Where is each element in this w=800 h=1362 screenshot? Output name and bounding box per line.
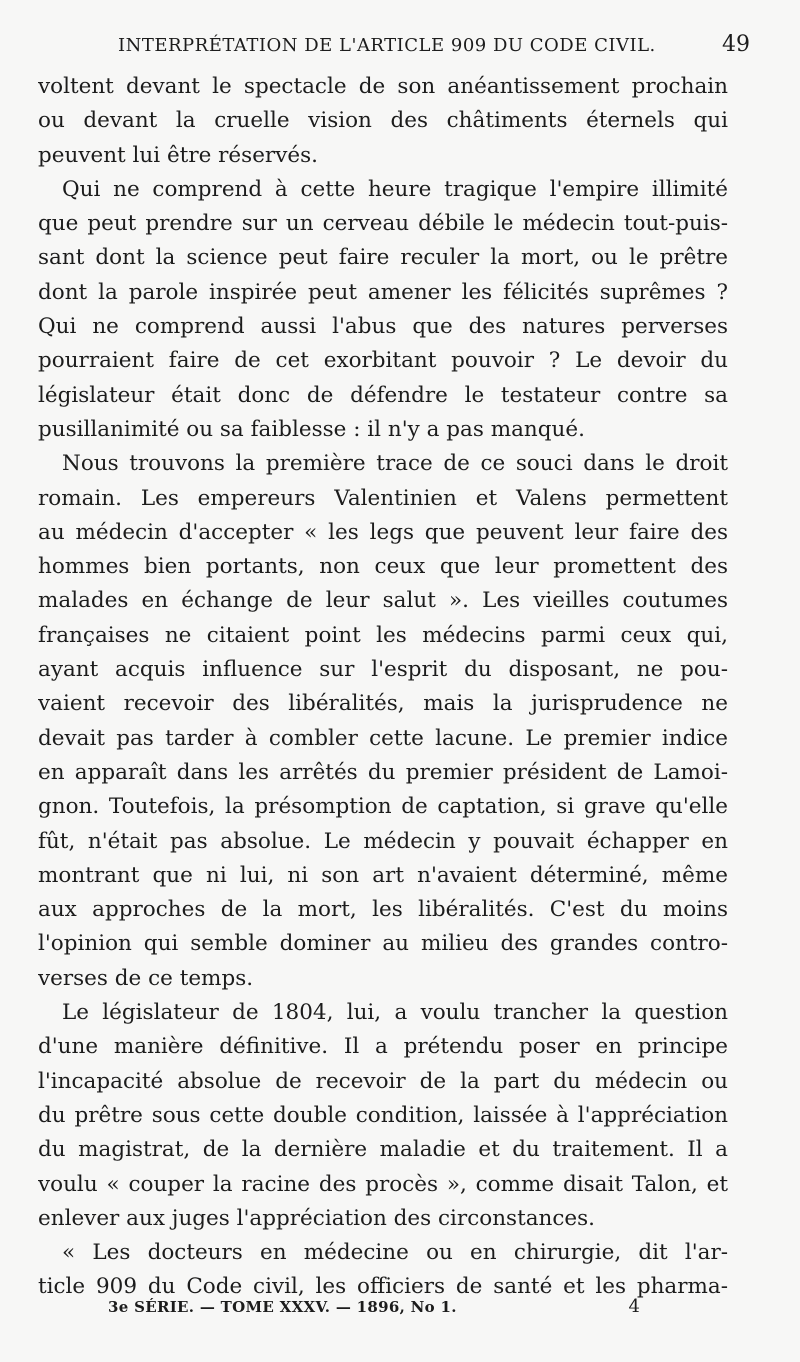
text-line: au médecin d'accepter « les legs que peuvent leur faire des — [38, 519, 728, 545]
text-line: ayant acquis influence sur l'esprit du disposant, ne pou- — [38, 657, 728, 683]
text-line: d'une manière définitive. Il a prétendu poser en principe — [38, 1034, 728, 1060]
text-line: du magistrat, de la dernière maladie et du traitement. Il a — [38, 1137, 728, 1163]
text-line: vaient recevoir des libéralités, mais la jurisprudence ne — [38, 691, 728, 717]
text-line: hommes bien portants, non ceux que leur promettent des — [38, 554, 728, 580]
text-line: dont la parole inspirée peut amener les félicités suprêmes ? — [38, 279, 728, 305]
text-line: que peut prendre sur un cerveau débile le médecin tout-puis- — [38, 211, 728, 237]
text-line: sant dont la science peut faire reculer la mort, ou le prêtre — [38, 245, 728, 271]
body-text — [38, 70, 728, 1305]
text-line: ticle 909 du Code civil, les officiers de santé et les pharma- — [38, 1274, 728, 1300]
text-line: aux approches de la mort, les libéralités. C'est du moins — [38, 897, 728, 923]
text-line: gnon. Toutefois, la présomption de captation, si grave qu'elle — [38, 794, 728, 820]
text-line: en apparaît dans les arrêtés du premier président de Lamoi- — [38, 759, 728, 785]
text-line: françaises ne citaient point les médecins parmi ceux qui, — [38, 622, 728, 648]
text-line: l'incapacité absolue de recevoir de la part du médecin ou — [38, 1068, 728, 1094]
signature-mark: 4 — [628, 1296, 640, 1317]
page-header — [38, 32, 760, 66]
text-line: l'opinion qui semble dominer au milieu des grandes contro- — [38, 931, 728, 957]
text-line: pourraient faire de cet exorbitant pouvoir ? Le devoir du — [38, 348, 728, 374]
text-line: législateur était donc de défendre le testateur contre sa — [38, 382, 728, 408]
page-footer — [108, 1296, 640, 1317]
page-number: 49 — [722, 32, 750, 57]
text-line: voltent devant le spectacle de son anéantissement prochain — [38, 74, 728, 99]
text-line: Qui ne comprend à cette heure tragique l'empire illimité — [62, 176, 728, 202]
text-line: montrant que ni lui, ni son art n'avaient déterminé, même — [38, 862, 728, 888]
text-line: « Les docteurs en médecine ou en chirurgie, dit l'ar- — [62, 1240, 728, 1266]
text-line: ou devant la cruelle vision des châtiments éternels qui — [38, 108, 728, 134]
text-line: Le législateur de 1804, lui, a voulu trancher la question — [62, 1000, 728, 1026]
text-line: romain. Les empereurs Valentinien et Valens permettent — [38, 485, 728, 511]
text-line: pusillanimité ou sa faiblesse : il n'y a pas manqué. — [38, 416, 585, 442]
text-line: voulu « couper la racine des procès », comme disait Talon, et — [38, 1171, 728, 1197]
text-line: Nous trouvons la première trace de ce souci dans le droit — [62, 451, 728, 477]
text-line: du prêtre sous cette double condition, laissée à l'appréciation — [38, 1102, 728, 1128]
text-line: devait pas tarder à combler cette lacune. Le premier indice — [38, 725, 728, 751]
text-line: fût, n'était pas absolue. Le médecin y pouvait échapper en — [38, 828, 728, 854]
text-line: Qui ne comprend aussi l'abus que des natures perverses — [38, 314, 728, 340]
series-line: 3e SÉRIE. — TOME XXXV. — 1896, No 1. — [108, 1298, 457, 1316]
text-line: verses de ce temps. — [38, 965, 254, 991]
text-line: peuvent lui être réservés. — [38, 142, 318, 168]
text-line: enlever aux juges l'appréciation des circonstances. — [38, 1205, 596, 1231]
text-line: malades en échange de leur salut ». Les vieilles coutumes — [38, 588, 728, 614]
running-title: INTERPRÉTATION DE L'ARTICLE 909 DU CODE CIVIL. — [118, 35, 656, 56]
